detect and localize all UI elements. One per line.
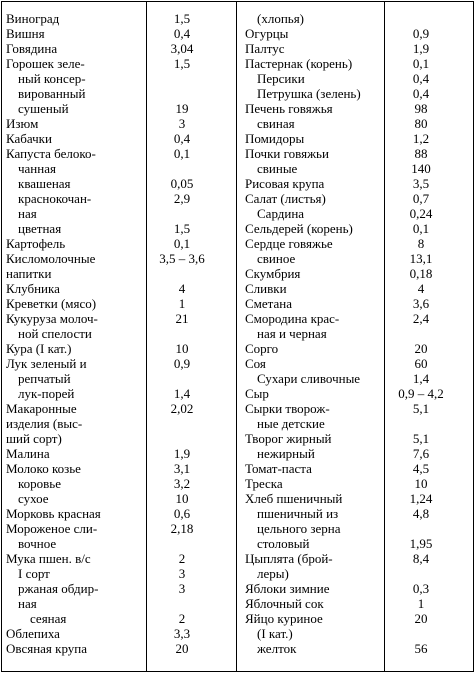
product-value: 5,1	[412, 431, 430, 446]
product-name: напитки	[6, 266, 52, 281]
product-name: Виноград	[6, 11, 60, 26]
product-name: ной спелости	[18, 326, 92, 341]
product-name: Палтус	[245, 41, 285, 56]
product-name: Сердце говяжье	[245, 236, 333, 251]
product-value: 0,7	[412, 191, 430, 206]
product-name: Говядина	[6, 41, 58, 56]
product-value: 10	[175, 341, 189, 356]
product-name: Сырки творож-	[245, 401, 330, 416]
product-value: 21	[175, 311, 189, 326]
product-value: 2,02	[170, 401, 194, 416]
product-name: Лук зеленый и	[6, 356, 87, 371]
product-value: 4,8	[412, 506, 430, 521]
product-name: Салат (листья)	[245, 191, 326, 206]
product-name: Яйцо куриное	[245, 611, 323, 626]
product-name: свиное	[257, 251, 296, 266]
product-name: Кабачки	[6, 131, 52, 146]
product-value: 3,1	[173, 461, 191, 476]
product-name: сухое	[18, 491, 49, 506]
product-value: 1,9	[173, 446, 191, 461]
product-value: 0,18	[409, 266, 433, 281]
product-name: ный консер-	[18, 71, 86, 86]
product-value: 0,9 – 4,2	[398, 386, 444, 401]
product-value: 0,9	[173, 356, 191, 371]
product-name: Треска	[245, 476, 283, 491]
product-name: чанная	[18, 161, 56, 176]
product-name: желток	[257, 641, 297, 656]
product-name: Клубника	[6, 281, 60, 296]
product-value: 10	[414, 476, 428, 491]
product-value: 2,4	[412, 311, 430, 326]
product-name: Печень говяжья	[245, 101, 333, 116]
product-value: 5,1	[412, 401, 430, 416]
product-name: Пастернак (корень)	[245, 56, 353, 71]
product-value: 20	[414, 341, 428, 356]
product-value: 88	[414, 146, 428, 161]
product-name: Соя	[245, 356, 266, 371]
product-value: 0,24	[409, 206, 433, 221]
product-value: 0,3	[412, 581, 430, 596]
product-name: Творог жирный	[245, 431, 332, 446]
product-value: 3,3	[173, 626, 191, 641]
product-name: цельного зерна	[257, 521, 341, 536]
product-value: 7,6	[412, 446, 430, 461]
product-name: Морковь красная	[6, 506, 101, 521]
column-divider-center	[236, 1, 237, 672]
product-value: 3	[178, 566, 186, 581]
product-value: 1	[178, 296, 186, 311]
product-name: Овсяная крупа	[6, 641, 88, 656]
product-name: Молоко козье	[6, 461, 81, 476]
product-name: Кукуруза молоч-	[6, 311, 98, 326]
product-name: Облепиха	[6, 626, 60, 641]
product-name: репчатый	[18, 371, 71, 386]
product-name: Смородина крас-	[245, 311, 340, 326]
product-name: краснокочан-	[18, 191, 92, 206]
product-name: Петрушка (зелень)	[257, 86, 361, 101]
product-value: 20	[175, 641, 189, 656]
product-name: I сорт	[18, 566, 50, 581]
product-name: цветная	[18, 221, 62, 236]
product-name: Томат-паста	[245, 461, 312, 476]
product-name: Скумбрия	[245, 266, 301, 281]
product-name: Цыплята (брой-	[245, 551, 333, 566]
product-name: Сыр	[245, 386, 269, 401]
product-value: 0,4	[412, 86, 430, 101]
product-name: Мука пшен. в/с	[6, 551, 91, 566]
product-value: 0,4	[412, 71, 430, 86]
product-value: 1,4	[412, 371, 430, 386]
product-name: коровье	[18, 476, 61, 491]
product-value: 8	[417, 236, 425, 251]
product-name: свиные	[257, 161, 298, 176]
product-name: Макаронные	[6, 401, 77, 416]
product-name: (хлопья)	[257, 11, 305, 26]
product-value: 3	[178, 581, 186, 596]
product-name: Сардина	[257, 206, 305, 221]
product-name: нежирный	[257, 446, 315, 461]
product-value: 8,4	[412, 551, 430, 566]
product-value: 1,95	[409, 536, 433, 551]
product-name: сеяная	[30, 611, 67, 626]
product-name: Почки говяжьи	[245, 146, 329, 161]
product-name: (I кат.)	[257, 626, 293, 641]
product-name: вочное	[18, 536, 57, 551]
product-value: 1,5	[173, 11, 191, 26]
product-value: 56	[414, 641, 428, 656]
product-name: Яблоки зимние	[245, 581, 330, 596]
product-name: сушеный	[18, 101, 69, 116]
product-value: 4	[178, 281, 186, 296]
product-value: 3,04	[170, 41, 194, 56]
product-value: 2	[178, 611, 186, 626]
product-name: Сливки	[245, 281, 287, 296]
product-name: леры)	[257, 566, 289, 581]
product-value: 1,24	[409, 491, 433, 506]
product-value: 98	[414, 101, 428, 116]
product-name: Сорго	[245, 341, 279, 356]
product-name: столовый	[257, 536, 310, 551]
product-value: 0,4	[173, 131, 191, 146]
product-name: Сухари сливочные	[257, 371, 361, 386]
product-value: 60	[414, 356, 428, 371]
product-name: Хлеб пшеничный	[245, 491, 343, 506]
product-value: 0,6	[173, 506, 191, 521]
product-name: ная и черная	[257, 326, 327, 341]
product-value: 20	[414, 611, 428, 626]
product-value: 1,9	[412, 41, 430, 56]
product-value: 0,05	[170, 176, 194, 191]
product-name: Яблочный сок	[245, 596, 324, 611]
product-name: Помидоры	[245, 131, 305, 146]
product-name: ший сорт)	[6, 431, 62, 446]
product-name: Вишня	[6, 26, 45, 41]
product-value: 2,9	[173, 191, 191, 206]
product-name: Мороженое сли-	[6, 521, 98, 536]
product-value: 0,4	[173, 26, 191, 41]
product-name: Малина	[6, 446, 50, 461]
product-value: 3,5	[412, 176, 430, 191]
product-name: Персики	[257, 71, 305, 86]
product-value: 4,5	[412, 461, 430, 476]
product-name: Сметана	[245, 296, 293, 311]
product-value: 80	[414, 116, 428, 131]
product-name: ржаная обдир-	[18, 581, 99, 596]
product-name: Кура (I кат.)	[6, 341, 72, 356]
product-name: Изюм	[6, 116, 39, 131]
product-value: 13,1	[409, 251, 433, 266]
product-name: Капуста белоко-	[6, 146, 96, 161]
product-value: 3	[178, 116, 186, 131]
product-value: 0,1	[173, 146, 191, 161]
product-value: 3,2	[173, 476, 191, 491]
product-value: 140	[411, 161, 431, 176]
product-value: 3,6	[412, 296, 430, 311]
product-value: 2	[178, 551, 186, 566]
product-name: вированный	[18, 86, 86, 101]
product-name: ные детские	[257, 416, 325, 431]
product-name: Горошек зеле-	[6, 56, 85, 71]
product-value: 3,5 – 3,6	[159, 251, 205, 266]
product-value: 1	[417, 596, 425, 611]
product-value: 0,9	[412, 26, 430, 41]
product-name: Креветки (мясо)	[6, 296, 97, 311]
product-name: Кисломолочные	[6, 251, 96, 266]
product-value: 0,1	[173, 236, 191, 251]
product-name: ная	[18, 596, 37, 611]
product-name: Сельдерей (корень)	[245, 221, 353, 236]
product-name: Картофель	[6, 236, 66, 251]
product-value: 2,18	[170, 521, 194, 536]
product-name: изделия (выс-	[6, 416, 83, 431]
product-value: 1,5	[173, 221, 191, 236]
product-name: квашеная	[18, 176, 71, 191]
product-value: 1,5	[173, 56, 191, 71]
product-value: 1,4	[173, 386, 191, 401]
product-value: 4	[417, 281, 425, 296]
product-value: 1,2	[412, 131, 430, 146]
product-name: ная	[18, 206, 37, 221]
product-value: 19	[175, 101, 189, 116]
product-name: пшеничный из	[257, 506, 339, 521]
product-name: лук-порей	[18, 386, 75, 401]
product-value: 0,1	[412, 56, 430, 71]
product-name: свиная	[257, 116, 295, 131]
product-name: Рисовая крупа	[245, 176, 325, 191]
product-value: 10	[175, 491, 189, 506]
product-name: Огурцы	[245, 26, 289, 41]
product-value: 0,1	[412, 221, 430, 236]
